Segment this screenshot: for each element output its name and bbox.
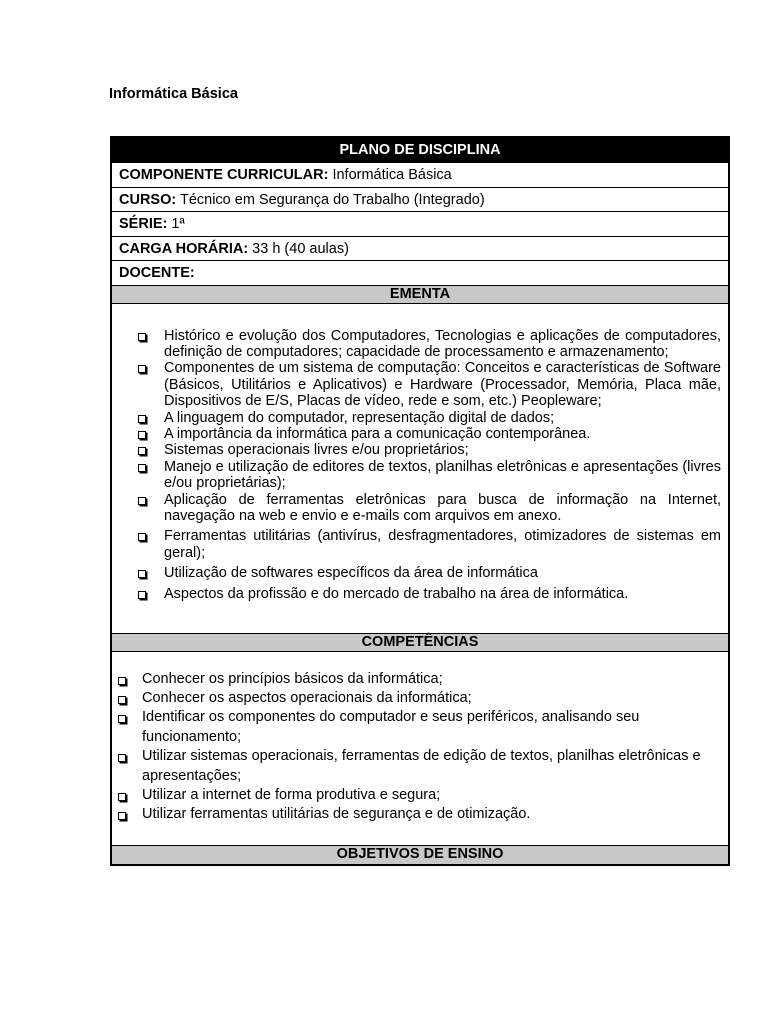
section-heading-objetivos: OBJETIVOS DE ENSINO <box>112 846 728 864</box>
field-curso <box>112 188 728 213</box>
list-item <box>118 805 721 824</box>
list-item <box>118 689 721 708</box>
checkbox-bullet-icon <box>118 754 126 762</box>
field-componente-curricular <box>112 163 728 188</box>
field-value: 33 h (40 aulas) <box>248 240 349 257</box>
list-item <box>138 565 721 581</box>
list-item <box>138 586 721 602</box>
list-item-text: Identificar os componentes do computador e seus periféricos, analisando seu funcionamento; <box>142 709 640 745</box>
field-label: SÉRIE: <box>119 216 168 232</box>
ementa-list <box>138 328 721 603</box>
list-item <box>138 360 721 409</box>
list-item <box>118 786 721 805</box>
list-item-text: Sistemas operacionais livres e/ou proprietários; <box>164 442 469 459</box>
list-item-text: Manejo e utilização de editores de textos, planilhas eletrônicas e apresentações (livres e/ou proprietárias); <box>164 458 721 492</box>
checkbox-bullet-icon <box>118 715 126 723</box>
list-item-text: Utilizar sistemas operacionais, ferramentas de edição de textos, planilhas eletrônicas e apresentações; <box>142 748 701 784</box>
checkbox-bullet-icon <box>138 497 146 505</box>
list-item <box>118 708 721 747</box>
list-item <box>138 426 721 442</box>
checkbox-bullet-icon <box>138 365 146 373</box>
checkbox-bullet-icon <box>138 533 146 541</box>
checkbox-bullet-icon <box>118 696 126 704</box>
list-item-text: Aspectos da profissão e do mercado de trabalho na área de informática. <box>164 585 629 602</box>
checkbox-bullet-icon <box>138 333 146 341</box>
field-value: 1ª <box>167 216 185 232</box>
checkbox-bullet-icon <box>138 591 146 599</box>
field-value: Técnico em Segurança do Trabalho (Integrado) <box>176 191 485 208</box>
checkbox-bullet-icon <box>118 812 126 820</box>
list-item-text: Histórico e evolução dos Computadores, Tecnologias e aplicações de computadores, definição de computadores; capacidade de processamento e armazenamento; <box>164 327 721 360</box>
list-item <box>138 459 721 492</box>
ementa-content <box>112 304 728 634</box>
field-value: Informática Básica <box>328 167 452 183</box>
section-heading-ementa: EMENTA <box>112 286 728 304</box>
field-label: CARGA HORÁRIA: <box>119 240 249 257</box>
plan-header: PLANO DE DISCIPLINA <box>112 138 728 163</box>
checkbox-bullet-icon <box>138 415 146 423</box>
list-item-text: Aplicação de ferramentas eletrônicas para busca de informação na Internet, navegação na web e envio e e-mails com arquivos em anexo. <box>164 491 721 524</box>
field-serie <box>112 212 728 237</box>
list-item-text: Componentes de um sistema de computação: Conceitos e características de Software (Básicos, Utilitários e Aplicativos) e Hardware (Processador, Memória, Placa mãe, Dispositivos de E/S, Placas de vídeo, rede e som, etc.) Peopleware; <box>164 360 721 410</box>
checkbox-bullet-icon <box>138 431 146 439</box>
competencias-content <box>112 652 728 846</box>
plan-table <box>110 136 730 866</box>
checkbox-bullet-icon <box>138 570 146 578</box>
list-item-text: A importância da informática para a comunicação contemporânea. <box>164 425 591 442</box>
list-item <box>118 747 721 786</box>
field-docente <box>112 261 728 286</box>
list-item <box>138 328 721 361</box>
list-item-text: Utilizar ferramentas utilitárias de segurança e de otimização. <box>142 806 531 823</box>
document-title: Informática Básica <box>109 86 238 102</box>
list-item <box>138 442 721 458</box>
list-item-text: Conhecer os princípios básicos da informática; <box>142 670 443 687</box>
list-item <box>118 670 721 689</box>
list-item-text: Utilizar a internet de forma produtiva e segura; <box>142 786 441 803</box>
list-item-text: A linguagem do computador, representação digital de dados; <box>164 409 555 426</box>
checkbox-bullet-icon <box>118 793 126 801</box>
competencias-list <box>118 670 721 825</box>
field-label: COMPONENTE CURRICULAR: <box>119 167 329 183</box>
checkbox-bullet-icon <box>138 464 146 472</box>
list-item <box>138 410 721 426</box>
list-item-text: Conhecer os aspectos operacionais da informática; <box>142 689 472 706</box>
section-heading-competencias: COMPETÊNCIAS <box>112 634 728 652</box>
list-item <box>138 528 721 561</box>
checkbox-bullet-icon <box>118 677 126 685</box>
list-item-text: Ferramentas utilitárias (antivírus, desfragmentadores, otimizadores de sistemas em geral); <box>164 528 721 561</box>
list-item-text: Utilização de softwares específicos da área de informática <box>164 565 538 582</box>
field-label: CURSO: <box>119 191 177 208</box>
list-item <box>138 492 721 525</box>
field-carga-horaria <box>112 237 728 262</box>
checkbox-bullet-icon <box>138 447 146 455</box>
field-label: DOCENTE: <box>119 265 195 281</box>
